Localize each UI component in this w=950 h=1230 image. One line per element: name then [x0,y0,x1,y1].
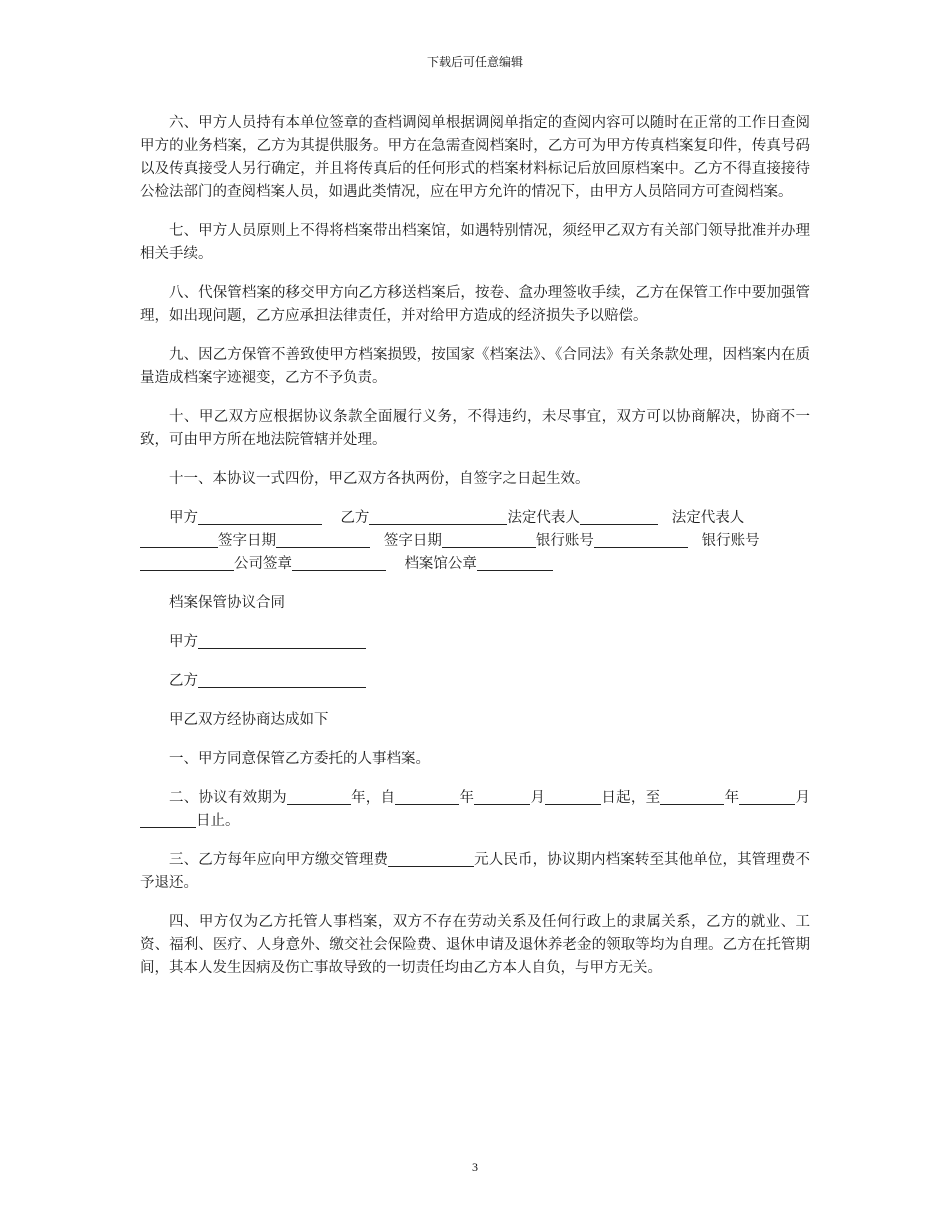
party-b-line [140,670,810,693]
party-a-label-2: 甲方 [169,634,198,650]
sign-date-blank-1 [276,531,370,548]
start-day-blank [545,788,601,805]
legal-rep-label-1: 法定代表人 [507,510,580,526]
clause-2-text-b: 年，自 [350,790,396,806]
end-year-blank [660,788,724,805]
archive-seal-label: 档案馆公章 [404,556,477,572]
clause-2-text-c: 年 [459,790,475,806]
clause-3-text-a: 三、乙方每年应向甲方缴交管理费 [169,852,389,868]
legal-rep-blank-1 [580,508,658,525]
party-b-label: 乙方 [340,510,370,526]
company-seal-label: 公司签章 [234,556,292,572]
page-number: 3 [472,1160,478,1174]
bank-account-label-1: 银行账号 [535,533,594,549]
end-month-blank [739,788,795,805]
party-b-blank-2 [198,671,366,688]
clause-4: 四、甲方仅为乙方托管人事档案，双方不存在劳动关系及任何行政上的隶属关系，乙方的就业、工资、福利、医疗、人身意外、缴交社会保险费、退休申请及退休养老金的领取等均为自理。乙方在托管期间，其本人发生因病及伤亡事故导致的一切责任均由乙方本人自负，与甲方无关。 [140,914,810,976]
bank-account-blank-2 [140,554,234,571]
bank-account-blank-1 [594,531,688,548]
legal-rep-blank-2 [140,531,218,548]
signature-block [140,507,810,576]
clause-9: 九、因乙方保管不善致使甲方档案损毁，按国家《档案法》、《合同法》有关条款处理，因档案内在质量造成档案字迹褪变，乙方不予负责。 [140,347,810,386]
archive-seal-blank [477,554,553,571]
party-a-blank-2 [198,632,366,649]
contract-title: 档案保管协议合同 [169,595,285,611]
sign-date-blank-2 [442,531,536,548]
fee-blank [388,850,474,867]
party-b-blank [369,508,507,525]
clause-2-text-e: 日起，至 [601,790,661,806]
clause-2-text-h: 日止。 [196,813,240,829]
clause-6: 六、甲方人员持有本单位签章的查档调阅单根据调阅单指定的查阅内容可以随时在正常的工作日查阅甲方的业务档案，乙方为其提供服务。甲方在急需查阅档案时，乙方可为甲方传真档案复印件，传真号码以及传真接受人另行确定，并且将传真后的任何形式的档案材料标记后放回原档案中。乙方不得直接接待公检法部门的查阅档案人员，如遇此类情况，应在甲方允许的情况下，由甲方人员陪同方可查阅档案。 [140,115,810,200]
start-year-blank [395,788,459,805]
clause-2-text-a: 二、协议有效期为 [169,790,287,806]
bank-account-label-2: 银行账号 [701,533,760,549]
company-seal-blank [292,554,386,571]
clause-2 [140,787,810,833]
agreement-intro: 甲乙双方经协商达成如下 [169,712,329,728]
clause-2-text-d: 月 [530,790,546,806]
party-a-label: 甲方 [169,510,198,526]
years-blank [287,788,351,805]
sign-date-label-2: 签字日期 [383,533,442,549]
sign-date-label-1: 签字日期 [218,533,276,549]
clause-8: 八、代保管档案的移交甲方向乙方移送档案后，按卷、盒办理签收手续，乙方在保管工作中要加强管理，如出现问题，乙方应承担法律责任，并对给甲方造成的经济损失予以赔偿。 [140,285,810,324]
clause-1: 一、甲方同意保管乙方委托的人事档案。 [169,751,430,767]
party-a-line [140,631,810,654]
start-month-blank [474,788,530,805]
clause-3 [140,849,810,895]
clause-10: 十、甲乙双方应根据协议条款全面履行义务，不得违约，未尽事宜，双方可以协商解决，协商不一致，可由甲方所在地法院管辖并处理。 [140,409,810,448]
clause-11: 十一、本协议一式四份，甲乙双方各执两份，自签字之日起生效。 [169,471,590,487]
document-body [140,112,810,996]
page-header: 下载后可任意编辑 [426,55,523,69]
clause-2-text-g: 月 [795,790,811,806]
end-day-blank [140,811,196,828]
legal-rep-label-2: 法定代表人 [671,510,745,526]
clause-3-text-b: 元人民币，协议期内档案转至其他单位，其管理费不予退还。 [140,852,810,891]
clause-2-text-f: 年 [724,790,740,806]
clause-7: 七、甲方人员原则上不得将档案带出档案馆，如遇特别情况，须经甲乙双方有关部门领导批准并办理相关手续。 [140,223,810,262]
party-b-label-2: 乙方 [169,673,198,689]
party-a-blank [198,508,322,525]
